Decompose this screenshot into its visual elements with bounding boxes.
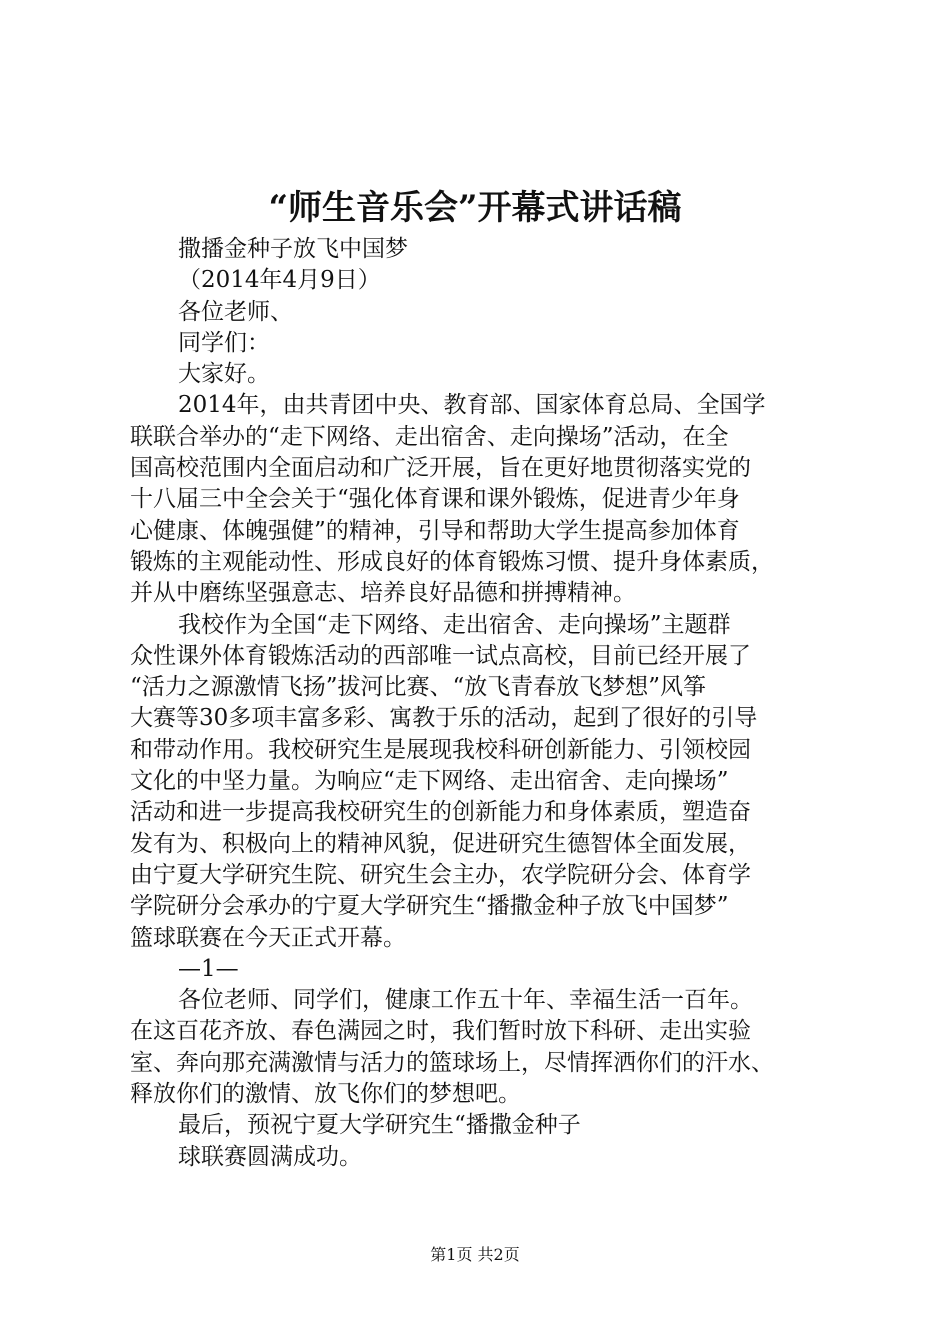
paragraph-line: 释放你们的激情、放飞你们的梦想吧。	[130, 1081, 521, 1108]
paragraph-line: 2014年，由共青团中央、教育部、国家体育总局、全国学	[178, 392, 766, 419]
document-title: “师生音乐会”开幕式讲话稿	[268, 188, 682, 228]
paragraph-line: 学院研分会承办的宁夏大学研究生“播撒金种子放飞中国梦”	[130, 893, 729, 920]
page-number: 第1页 共2页	[430, 1245, 520, 1264]
paragraph-line: 室、奔向那充满激情与活力的篮球场上，尽情挥洒你们的汗水、	[130, 1049, 774, 1076]
greeting-line: 大家好。	[178, 361, 270, 388]
paragraph-line: 活动和进一步提高我校研究生的创新能力和身体素质，塑造奋	[130, 799, 751, 826]
document-body	[130, 234, 830, 1173]
paragraph-line: 各位老师、同学们，健康工作五十年、幸福生活一百年。	[178, 987, 753, 1014]
date-line: （2014年4月9日）	[178, 267, 381, 294]
salutation-line: 各位老师、	[178, 298, 293, 325]
paragraph-line: 心健康、体魄强健”的精神，引导和帮助大学生提高参加体育	[130, 517, 740, 544]
paragraph-line: 大赛等30多项丰富多彩、寓教于乐的活动，起到了很好的引导	[130, 705, 758, 732]
paragraph-line: 锻炼的主观能动性、形成良好的体育锻炼习惯、提升身体素质，	[130, 548, 774, 575]
closing-line: 球联赛圆满成功。	[178, 1143, 362, 1170]
paragraph-line: 众性课外体育锻炼活动的西部唯一试点高校，目前已经开展了	[130, 642, 751, 669]
closing-line: 最后，预祝宁夏大学研究生“播撒金种子	[178, 1112, 581, 1139]
subtitle-line: 撒播金种子放飞中国梦	[178, 236, 408, 262]
paragraph-line: 我校作为全国“走下网络、走出宿舍、走向操场”主题群	[178, 611, 731, 638]
paragraph-line: 发有为、积极向上的精神风貌，促进研究生德智体全面发展，	[130, 830, 751, 857]
paragraph-line: 联联合举办的“走下网络、走出宿舍、走向操场”活动，在全	[130, 423, 729, 450]
salutation-line: 同学们：	[178, 329, 270, 356]
page-marker: —1—	[178, 955, 239, 982]
paragraph-line: “活力之源激情飞扬”拔河比赛、“放飞青春放飞梦想”风筝	[130, 674, 707, 701]
paragraph-line: 十八届三中全会关于“强化体育课和课外锻炼，促进青少年身	[130, 486, 740, 513]
paragraph-line: 国高校范围内全面启动和广泛开展，旨在更好地贯彻落实党的	[130, 455, 751, 482]
paragraph-line: 并从中磨练坚强意志、培养良好品德和拼搏精神。	[130, 580, 636, 607]
paragraph-line: 篮球联赛在今天正式开幕。	[130, 924, 406, 951]
paragraph-line: 文化的中坚力量。为响应“走下网络、走出宿舍、走向操场”	[130, 768, 729, 795]
paragraph-line: 由宁夏大学研究生院、研究生会主办，农学院研分会、体育学	[130, 861, 751, 888]
paragraph-line: 在这百花齐放、春色满园之时，我们暂时放下科研、走出实验	[130, 1018, 751, 1045]
paragraph-line: 和带动作用。我校研究生是展现我校科研创新能力、引领校园	[130, 736, 751, 763]
